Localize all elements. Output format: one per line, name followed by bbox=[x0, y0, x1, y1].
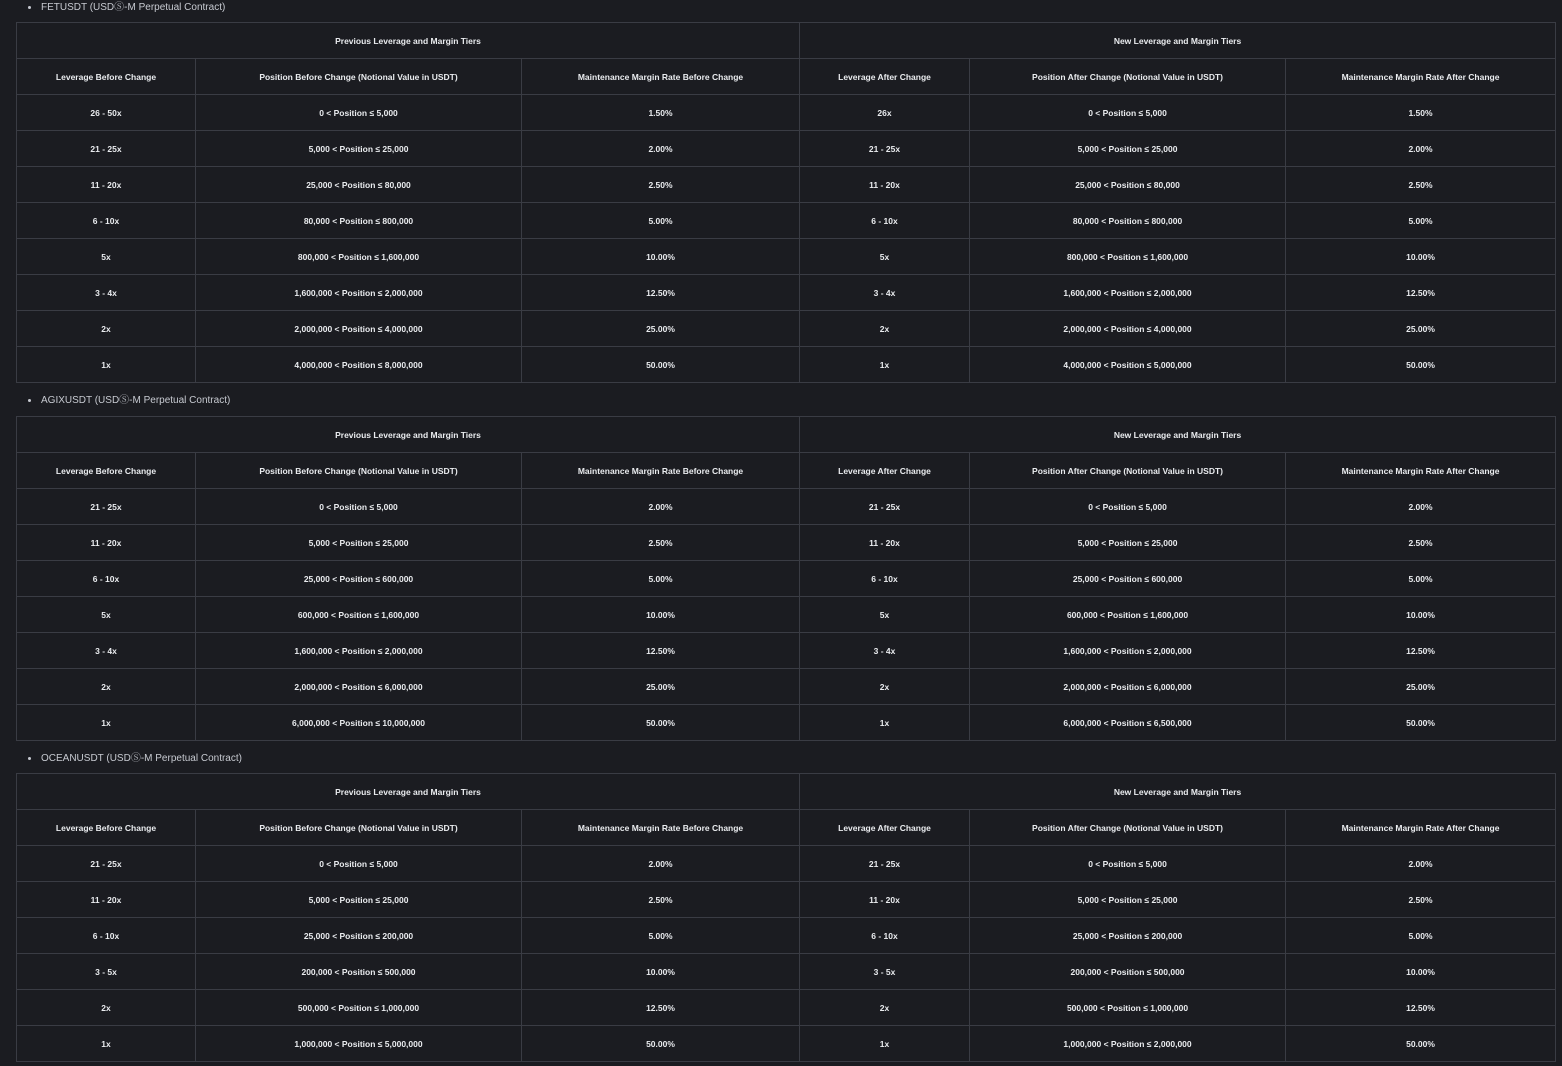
mmr-after-header: Maintenance Margin Rate After Change bbox=[1286, 453, 1556, 489]
leverage-before-cell: 2x bbox=[17, 669, 196, 705]
leverage-after-cell: 21 - 25x bbox=[800, 846, 970, 882]
column-header-row bbox=[17, 59, 1556, 95]
leverage-before-header: Leverage Before Change bbox=[17, 453, 196, 489]
leverage-after-header: Leverage After Change bbox=[800, 810, 970, 846]
mmr-after-cell: 2.50% bbox=[1286, 167, 1556, 203]
mmr-before-cell: 10.00% bbox=[522, 597, 800, 633]
position-before-cell: 600,000 < Position ≤ 1,600,000 bbox=[196, 597, 522, 633]
position-before-cell: 25,000 < Position ≤ 80,000 bbox=[196, 167, 522, 203]
mmr-before-cell: 2.00% bbox=[522, 489, 800, 525]
mmr-after-cell: 10.00% bbox=[1286, 954, 1556, 990]
mmr-before-cell: 2.00% bbox=[522, 131, 800, 167]
position-after-cell: 25,000 < Position ≤ 200,000 bbox=[970, 918, 1286, 954]
mmr-after-cell: 50.00% bbox=[1286, 1026, 1556, 1062]
leverage-before-header: Leverage Before Change bbox=[17, 810, 196, 846]
leverage-after-cell: 3 - 4x bbox=[800, 275, 970, 311]
leverage-after-cell: 1x bbox=[800, 347, 970, 383]
position-before-cell: 1,600,000 < Position ≤ 2,000,000 bbox=[196, 633, 522, 669]
leverage-before-cell: 6 - 10x bbox=[17, 918, 196, 954]
position-before-cell: 1,600,000 < Position ≤ 2,000,000 bbox=[196, 275, 522, 311]
mmr-after-cell: 5.00% bbox=[1286, 203, 1556, 239]
new-tiers-header: New Leverage and Margin Tiers bbox=[800, 417, 1556, 453]
table-row bbox=[17, 275, 1556, 311]
position-before-cell: 25,000 < Position ≤ 200,000 bbox=[196, 918, 522, 954]
leverage-before-cell: 2x bbox=[17, 311, 196, 347]
leverage-before-cell: 5x bbox=[17, 597, 196, 633]
position-after-cell: 6,000,000 < Position ≤ 6,500,000 bbox=[970, 705, 1286, 741]
table-row bbox=[17, 131, 1556, 167]
position-after-cell: 25,000 < Position ≤ 80,000 bbox=[970, 167, 1286, 203]
table-row bbox=[17, 669, 1556, 705]
leverage-after-cell: 11 - 20x bbox=[800, 167, 970, 203]
position-after-cell: 4,000,000 < Position ≤ 5,000,000 bbox=[970, 347, 1286, 383]
position-before-cell: 6,000,000 < Position ≤ 10,000,000 bbox=[196, 705, 522, 741]
mmr-after-cell: 2.50% bbox=[1286, 882, 1556, 918]
section-agixusdt bbox=[0, 393, 1562, 728]
position-after-cell: 1,600,000 < Position ≤ 2,000,000 bbox=[970, 275, 1286, 311]
mmr-before-cell: 12.50% bbox=[522, 990, 800, 1026]
mmr-after-cell: 5.00% bbox=[1286, 561, 1556, 597]
position-before-cell: 0 < Position ≤ 5,000 bbox=[196, 95, 522, 131]
tiers-table-agixusdt bbox=[16, 416, 1556, 741]
mmr-before-header: Maintenance Margin Rate Before Change bbox=[522, 453, 800, 489]
position-after-cell: 0 < Position ≤ 5,000 bbox=[970, 489, 1286, 525]
leverage-before-cell: 6 - 10x bbox=[17, 203, 196, 239]
position-after-cell: 0 < Position ≤ 5,000 bbox=[970, 95, 1286, 131]
section-caption bbox=[0, 0, 1562, 15]
mmr-after-cell: 12.50% bbox=[1286, 633, 1556, 669]
position-before-cell: 500,000 < Position ≤ 1,000,000 bbox=[196, 990, 522, 1026]
position-before-cell: 1,000,000 < Position ≤ 5,000,000 bbox=[196, 1026, 522, 1062]
mmr-before-cell: 2.50% bbox=[522, 167, 800, 203]
leverage-after-cell: 26x bbox=[800, 95, 970, 131]
leverage-before-cell: 21 - 25x bbox=[17, 131, 196, 167]
leverage-after-cell: 2x bbox=[800, 311, 970, 347]
position-before-cell: 800,000 < Position ≤ 1,600,000 bbox=[196, 239, 522, 275]
position-before-cell: 2,000,000 < Position ≤ 4,000,000 bbox=[196, 311, 522, 347]
position-after-header: Position After Change (Notional Value in USDT) bbox=[970, 810, 1286, 846]
position-after-cell: 5,000 < Position ≤ 25,000 bbox=[970, 525, 1286, 561]
mmr-after-cell: 50.00% bbox=[1286, 705, 1556, 741]
table-row bbox=[17, 167, 1556, 203]
column-header-row bbox=[17, 453, 1556, 489]
tiers-table-fetusdt bbox=[16, 22, 1556, 383]
mmr-before-cell: 50.00% bbox=[522, 347, 800, 383]
position-after-cell: 800,000 < Position ≤ 1,600,000 bbox=[970, 239, 1286, 275]
position-after-cell: 2,000,000 < Position ≤ 6,000,000 bbox=[970, 669, 1286, 705]
table-row bbox=[17, 882, 1556, 918]
mmr-before-cell: 2.50% bbox=[522, 525, 800, 561]
table-row bbox=[17, 633, 1556, 669]
leverage-after-cell: 3 - 5x bbox=[800, 954, 970, 990]
position-after-cell: 2,000,000 < Position ≤ 4,000,000 bbox=[970, 311, 1286, 347]
position-after-cell: 200,000 < Position ≤ 500,000 bbox=[970, 954, 1286, 990]
position-before-cell: 0 < Position ≤ 5,000 bbox=[196, 846, 522, 882]
leverage-after-header: Leverage After Change bbox=[800, 453, 970, 489]
leverage-after-cell: 6 - 10x bbox=[800, 918, 970, 954]
previous-tiers-header: Previous Leverage and Margin Tiers bbox=[17, 774, 800, 810]
position-before-cell: 4,000,000 < Position ≤ 8,000,000 bbox=[196, 347, 522, 383]
leverage-before-cell: 5x bbox=[17, 239, 196, 275]
mmr-before-cell: 2.00% bbox=[522, 846, 800, 882]
mmr-after-cell: 1.50% bbox=[1286, 95, 1556, 131]
tiers-table-oceanusdt bbox=[16, 773, 1556, 1062]
section-fetusdt bbox=[0, 0, 1562, 370]
leverage-before-header: Leverage Before Change bbox=[17, 59, 196, 95]
table-row bbox=[17, 203, 1556, 239]
position-after-cell: 0 < Position ≤ 5,000 bbox=[970, 846, 1286, 882]
table-row bbox=[17, 597, 1556, 633]
leverage-after-cell: 21 - 25x bbox=[800, 489, 970, 525]
table-row bbox=[17, 489, 1556, 525]
leverage-before-cell: 3 - 4x bbox=[17, 633, 196, 669]
position-before-cell: 25,000 < Position ≤ 600,000 bbox=[196, 561, 522, 597]
position-before-cell: 5,000 < Position ≤ 25,000 bbox=[196, 882, 522, 918]
position-before-header: Position Before Change (Notional Value in USDT) bbox=[196, 810, 522, 846]
table-row bbox=[17, 525, 1556, 561]
position-after-cell: 600,000 < Position ≤ 1,600,000 bbox=[970, 597, 1286, 633]
mmr-after-cell: 12.50% bbox=[1286, 275, 1556, 311]
mmr-before-cell: 10.00% bbox=[522, 239, 800, 275]
leverage-after-cell: 1x bbox=[800, 1026, 970, 1062]
leverage-before-cell: 6 - 10x bbox=[17, 561, 196, 597]
mmr-after-header: Maintenance Margin Rate After Change bbox=[1286, 59, 1556, 95]
mmr-after-cell: 50.00% bbox=[1286, 347, 1556, 383]
position-before-cell: 5,000 < Position ≤ 25,000 bbox=[196, 525, 522, 561]
position-after-cell: 5,000 < Position ≤ 25,000 bbox=[970, 882, 1286, 918]
leverage-after-cell: 11 - 20x bbox=[800, 525, 970, 561]
section-title: FETUSDT (USDⓈ-M Perpetual Contract) bbox=[41, 2, 226, 13]
position-before-header: Position Before Change (Notional Value in USDT) bbox=[196, 59, 522, 95]
mmr-before-cell: 5.00% bbox=[522, 203, 800, 239]
position-after-header: Position After Change (Notional Value in USDT) bbox=[970, 59, 1286, 95]
section-title: AGIXUSDT (USDⓈ-M Perpetual Contract) bbox=[41, 395, 231, 406]
section-caption bbox=[0, 393, 1562, 408]
mmr-before-cell: 5.00% bbox=[522, 561, 800, 597]
table-row bbox=[17, 347, 1556, 383]
section-caption bbox=[0, 751, 1562, 766]
section-oceanusdt bbox=[0, 751, 1562, 1049]
leverage-after-cell: 3 - 4x bbox=[800, 633, 970, 669]
mmr-after-cell: 12.50% bbox=[1286, 990, 1556, 1026]
leverage-before-cell: 11 - 20x bbox=[17, 167, 196, 203]
leverage-after-cell: 2x bbox=[800, 990, 970, 1026]
position-before-header: Position Before Change (Notional Value in USDT) bbox=[196, 453, 522, 489]
mmr-before-cell: 25.00% bbox=[522, 669, 800, 705]
table-row bbox=[17, 561, 1556, 597]
previous-tiers-header: Previous Leverage and Margin Tiers bbox=[17, 23, 800, 59]
new-tiers-header: New Leverage and Margin Tiers bbox=[800, 774, 1556, 810]
leverage-before-cell: 11 - 20x bbox=[17, 525, 196, 561]
group-header-row bbox=[17, 774, 1556, 810]
table-row bbox=[17, 311, 1556, 347]
mmr-before-cell: 1.50% bbox=[522, 95, 800, 131]
leverage-after-cell: 21 - 25x bbox=[800, 131, 970, 167]
mmr-before-cell: 12.50% bbox=[522, 633, 800, 669]
leverage-after-cell: 1x bbox=[800, 705, 970, 741]
leverage-before-cell: 1x bbox=[17, 347, 196, 383]
mmr-before-cell: 50.00% bbox=[522, 705, 800, 741]
position-before-cell: 5,000 < Position ≤ 25,000 bbox=[196, 131, 522, 167]
previous-tiers-header: Previous Leverage and Margin Tiers bbox=[17, 417, 800, 453]
group-header-row bbox=[17, 23, 1556, 59]
leverage-before-cell: 21 - 25x bbox=[17, 489, 196, 525]
leverage-after-cell: 6 - 10x bbox=[800, 561, 970, 597]
table-row bbox=[17, 705, 1556, 741]
leverage-before-cell: 2x bbox=[17, 990, 196, 1026]
leverage-before-cell: 21 - 25x bbox=[17, 846, 196, 882]
mmr-after-cell: 25.00% bbox=[1286, 311, 1556, 347]
position-after-cell: 500,000 < Position ≤ 1,000,000 bbox=[970, 990, 1286, 1026]
leverage-before-cell: 3 - 4x bbox=[17, 275, 196, 311]
bullet-icon bbox=[28, 757, 31, 760]
leverage-before-cell: 26 - 50x bbox=[17, 95, 196, 131]
leverage-after-header: Leverage After Change bbox=[800, 59, 970, 95]
mmr-before-cell: 12.50% bbox=[522, 275, 800, 311]
table-row bbox=[17, 95, 1556, 131]
mmr-after-cell: 10.00% bbox=[1286, 239, 1556, 275]
leverage-before-cell: 11 - 20x bbox=[17, 882, 196, 918]
mmr-before-cell: 50.00% bbox=[522, 1026, 800, 1062]
mmr-after-cell: 25.00% bbox=[1286, 669, 1556, 705]
mmr-after-cell: 10.00% bbox=[1286, 597, 1556, 633]
mmr-after-cell: 2.50% bbox=[1286, 525, 1556, 561]
position-before-cell: 2,000,000 < Position ≤ 6,000,000 bbox=[196, 669, 522, 705]
mmr-before-cell: 2.50% bbox=[522, 882, 800, 918]
leverage-after-cell: 11 - 20x bbox=[800, 882, 970, 918]
table-row bbox=[17, 918, 1556, 954]
leverage-before-cell: 3 - 5x bbox=[17, 954, 196, 990]
position-after-cell: 25,000 < Position ≤ 600,000 bbox=[970, 561, 1286, 597]
position-after-cell: 5,000 < Position ≤ 25,000 bbox=[970, 131, 1286, 167]
mmr-after-header: Maintenance Margin Rate After Change bbox=[1286, 810, 1556, 846]
table-row bbox=[17, 990, 1556, 1026]
bullet-icon bbox=[28, 6, 31, 9]
mmr-before-cell: 5.00% bbox=[522, 918, 800, 954]
bullet-icon bbox=[28, 399, 31, 402]
table-row bbox=[17, 846, 1556, 882]
mmr-before-header: Maintenance Margin Rate Before Change bbox=[522, 810, 800, 846]
mmr-before-cell: 25.00% bbox=[522, 311, 800, 347]
leverage-before-cell: 1x bbox=[17, 1026, 196, 1062]
new-tiers-header: New Leverage and Margin Tiers bbox=[800, 23, 1556, 59]
position-after-cell: 1,000,000 < Position ≤ 2,000,000 bbox=[970, 1026, 1286, 1062]
leverage-before-cell: 1x bbox=[17, 705, 196, 741]
mmr-after-cell: 2.00% bbox=[1286, 131, 1556, 167]
position-after-cell: 1,600,000 < Position ≤ 2,000,000 bbox=[970, 633, 1286, 669]
position-before-cell: 0 < Position ≤ 5,000 bbox=[196, 489, 522, 525]
leverage-after-cell: 6 - 10x bbox=[800, 203, 970, 239]
mmr-after-cell: 2.00% bbox=[1286, 489, 1556, 525]
position-after-cell: 80,000 < Position ≤ 800,000 bbox=[970, 203, 1286, 239]
position-after-header: Position After Change (Notional Value in USDT) bbox=[970, 453, 1286, 489]
leverage-after-cell: 2x bbox=[800, 669, 970, 705]
table-row bbox=[17, 1026, 1556, 1062]
leverage-after-cell: 5x bbox=[800, 597, 970, 633]
group-header-row bbox=[17, 417, 1556, 453]
mmr-before-cell: 10.00% bbox=[522, 954, 800, 990]
mmr-after-cell: 5.00% bbox=[1286, 918, 1556, 954]
leverage-after-cell: 5x bbox=[800, 239, 970, 275]
position-before-cell: 200,000 < Position ≤ 500,000 bbox=[196, 954, 522, 990]
position-before-cell: 80,000 < Position ≤ 800,000 bbox=[196, 203, 522, 239]
table-row bbox=[17, 239, 1556, 275]
mmr-before-header: Maintenance Margin Rate Before Change bbox=[522, 59, 800, 95]
section-title: OCEANUSDT (USDⓈ-M Perpetual Contract) bbox=[41, 753, 242, 764]
column-header-row bbox=[17, 810, 1556, 846]
mmr-after-cell: 2.00% bbox=[1286, 846, 1556, 882]
table-row bbox=[17, 954, 1556, 990]
